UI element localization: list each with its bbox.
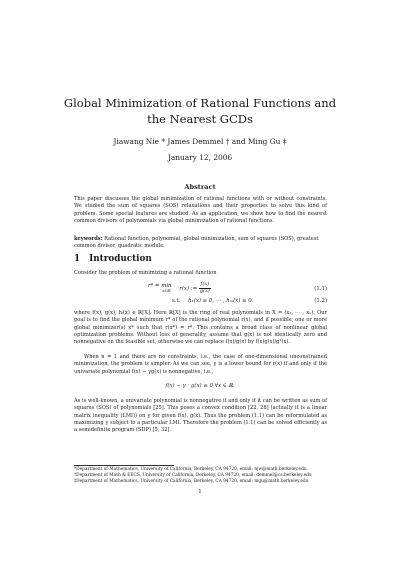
intro-paragraph-3: When n = 1 and there are no constraints, i.e., the case of one-dimensional unconstrained minimization, the problem is simpler. As we can see, γ is a lower bound for r(x) if and only if the univariate polynomial f(x) − γg(x) is nonnegative, i.e., [74, 354, 327, 375]
intro-paragraph-1: Consider the problem of minimizing a rational function [74, 270, 217, 276]
section-title: Introduction [89, 254, 152, 264]
abstract-text: This paper discusses the global minimization of rational functions with or without constraints. We studied the sum of squares (SOS) relaxations and their properties to solve this kind of problem. Some special features are studied. As an application, we show how to find the nearest common divisors of polynomials via global minimization of rational functions. [74, 196, 327, 224]
equation-nonneg: f(x) − γ · g(x) ≥ 0 ∀x ∈ ℝ. [165, 383, 235, 389]
eq2-st: s.t. [172, 298, 181, 304]
keywords-text: Rational function, polynomial, global minimization, sum of squares (SOS), greatest common divisor, quadratic module. [74, 236, 319, 250]
footnote-3: ‡Department of Mathematics, University of California, Berkeley, CA 94720, email: mgu@math.berkeley.edu [74, 479, 309, 484]
equation-1-2 [172, 298, 253, 304]
page-number: 1 [198, 489, 202, 495]
intro-paragraph-2: where f(x), g(x), hᵢ(x) ∈ ℝ[X]. Here ℝ[X] is the ring of real polynomials in X = (x₁, ⋯ , xₙ). Our goal is to find the global minimum r* of the rational polynomial r(x), and if possible, one or more global minimizer(s) x* such that r(x*) = r*. This contains a broad class of nonlinear global optimization problems. Without loss of generality, assume that g(x) is not identically zero and nonnegative on the feasible set, otherwise we can replace f(x)/g(x) by f(x)g(x)/g²(x). [74, 310, 327, 346]
section-number: 1 [74, 254, 81, 264]
footnote-2: †Department of Math & EECS, University of California, Berkeley, CA 94720, email: demmel@cs.berkeley.edu [74, 473, 312, 478]
eq1-sub: x∈ℝⁿ [162, 289, 172, 294]
equation-1-2-label: (1.2) [314, 298, 327, 304]
eq1-denominator: g(x) [199, 287, 210, 294]
eq1-fraction [199, 282, 211, 294]
section-heading [74, 254, 152, 264]
eq1-lhs: r* = min [148, 283, 172, 290]
keywords-label: keywords: [74, 236, 103, 242]
eq1-r: r(x) := [179, 285, 198, 292]
paper-title [60, 95, 340, 127]
title-line-1: Global Minimization of Rational Functions and [63, 96, 337, 110]
abstract-heading: Abstract [184, 183, 216, 191]
equation-1-1-label: (1.1) [314, 286, 327, 292]
intro-paragraph-4: As is well-known, a univariate polynomial is nonnegative if and only if it can be written as sum of squares (SOS) of polynomials [25]. This poses a convex condition [22, 28] (actually it is a linear matrix inequality (LMI)) on γ for given f(x), g(x). Thus the problem (1.1) can be reformulated as maximizing γ subject to a particular LMI. Therefore the problem (1.1) can be solved efficiently as a semidefinite program (SDP) [5, 32]. [74, 398, 327, 434]
title-line-2: the Nearest GCDs [147, 112, 253, 126]
authors: Jiawang Nie * James Demmel † and Ming Gu ‡ [113, 137, 287, 146]
equation-1-1 [148, 282, 211, 294]
footnote-rule [74, 465, 174, 466]
footnote-1: *Department of Mathematics, University of California, Berkeley, CA 94720, email: njw@math.berkeley.edu [74, 467, 307, 472]
eq2-body: h₁(x) ≥ 0, ⋯ , hₘ(x) ≥ 0. [188, 298, 254, 304]
eq1-numerator: f(x) [200, 281, 210, 287]
keywords [74, 236, 327, 251]
date: January 12, 2006 [167, 153, 233, 162]
